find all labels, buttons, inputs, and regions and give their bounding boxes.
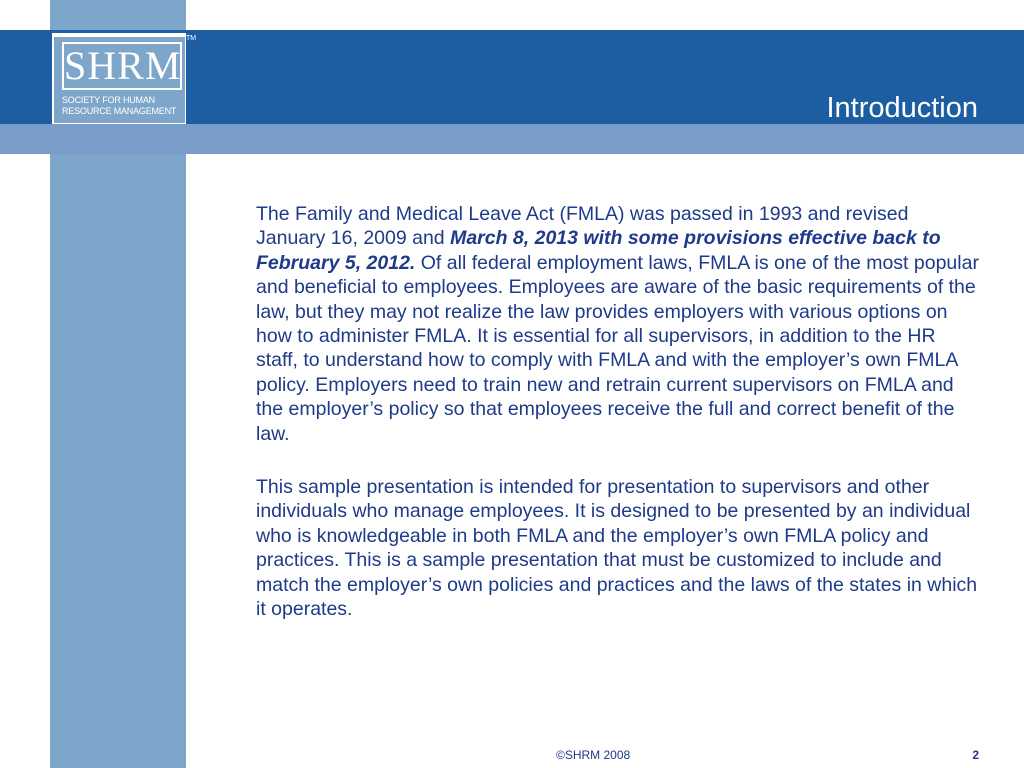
intro-paragraph-2: This sample presentation is intended for presentation to supervisors and other individuals who manage employees. It is designed to be presented by an individual who is knowledgeable in both FMLA and the employer’s own FMLA policy and practices. This is a sample presentation that must be customized to include and match the employer’s own policies and practices and the laws of the states in which it operates. — [256, 476, 978, 621]
paragraph-1-text-end: Of all federal employment laws, FMLA is one of the most popular and beneficial to employees. Employees are aware of the basic requirements of the law, but they may not realize the law provides employers with various options on how to administer FMLA. It is essential for all supervisors, in addition to the HR staff, to understand how to comply with FMLA and with the employer’s own FMLA policy. Employers need to train new and retrain current supervisors on FMLA and the employer’s policy so that employees receive the full and correct benefit of the law. — [256, 251, 979, 445]
logo-tagline-line1: SOCIETY FOR HUMAN — [62, 95, 155, 105]
intro-paragraph-1 — [256, 202, 982, 446]
shrm-logo — [52, 33, 197, 124]
page-number: 2 — [972, 748, 979, 762]
logo-wordmark: SHRM — [64, 43, 182, 88]
logo-tagline-line2: RESOURCE MANAGEMENT — [62, 106, 177, 116]
accent-stripe — [0, 124, 1024, 154]
slide-title: Introduction — [826, 92, 978, 124]
paragraph-1-emphasis: March 8, 2013 with some provisions effective back to February 5, 2012. — [256, 227, 941, 274]
footer-copyright: ©SHRM 2008 — [556, 748, 631, 762]
paragraph-1-text-start: The Family and Medical Leave Act (FMLA) was passed in 1993 and revised January 16, 2009 and — [256, 203, 909, 250]
logo-background — [54, 37, 185, 123]
logo-tagline — [62, 95, 184, 117]
slide-body — [256, 202, 982, 651]
trademark-mark: TM — [186, 35, 197, 42]
